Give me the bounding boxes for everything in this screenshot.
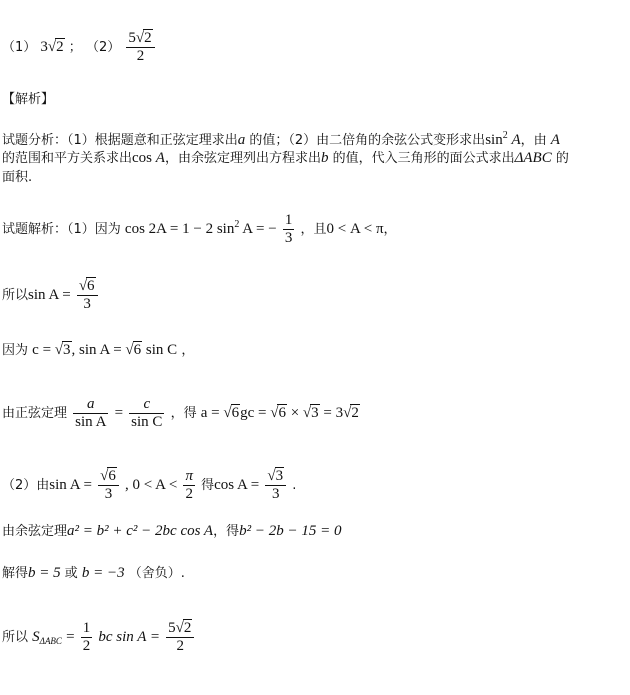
solution-line-6: 由余弦定理a² = b² + c² − 2bc cos A，得b² − 2b − 15 = 0 (2, 523, 342, 539)
answer-line (2, 30, 157, 65)
separator: ； (68, 40, 82, 55)
part2-value: $\frac{5√2}{2}$ (126, 30, 154, 65)
part1-label: （1） (2, 40, 37, 55)
solution-line-7: 解得b = 5 或 b = −3 （舍负）. (2, 565, 185, 581)
solution-line-5: （2）由sin A = $\frac{√6}{3}$ , 0 < A < $\frac{\pi}{2}$ 得cos A = $\frac{√3}{3}$ . (2, 468, 297, 502)
solution-line-1: 试题解析：（1）因为 cos 2A = 1 − 2 $\sin^2 A$ = − $\frac{1}{3}$ ，且0 < A < π， (2, 212, 397, 246)
analysis-line-3: 面积. (2, 170, 33, 185)
analysis-line-2: 的范围和平方关系求出cos A，由余弦定理列出方程求出b 的值，代入三角形的面公式求出ΔABC 的 (2, 150, 569, 166)
part2-label: （2） (85, 40, 121, 55)
solution-line-4: 由正弦定理 $\frac{a}{\text{sin A}}$ = $\frac{c}{\text{sin C}}$ ，得 a = √6gc = √6 × √3 = 3√2 (2, 396, 359, 430)
solution-line-2: 所以sin A = $\frac{√6}{3}$ (2, 278, 100, 313)
section-heading: 【解析】 (2, 92, 55, 107)
solution-line-8: 所以 $S_{\Delta ABC}$ = $\frac{1}{2}$ bc sin A = $\frac{5√2}{2}$ (2, 620, 196, 655)
analysis-line-1: 试题分析：（1）根据题意和正弦定理求出a 的值；（2）由二倍角的余弦公式变形求出$\sin^2 A$，由 A (2, 130, 560, 148)
solution-line-3: 因为 c = √3, sin A = √6 sin C ， (2, 342, 195, 358)
part1-value: 3√2 (40, 39, 64, 55)
